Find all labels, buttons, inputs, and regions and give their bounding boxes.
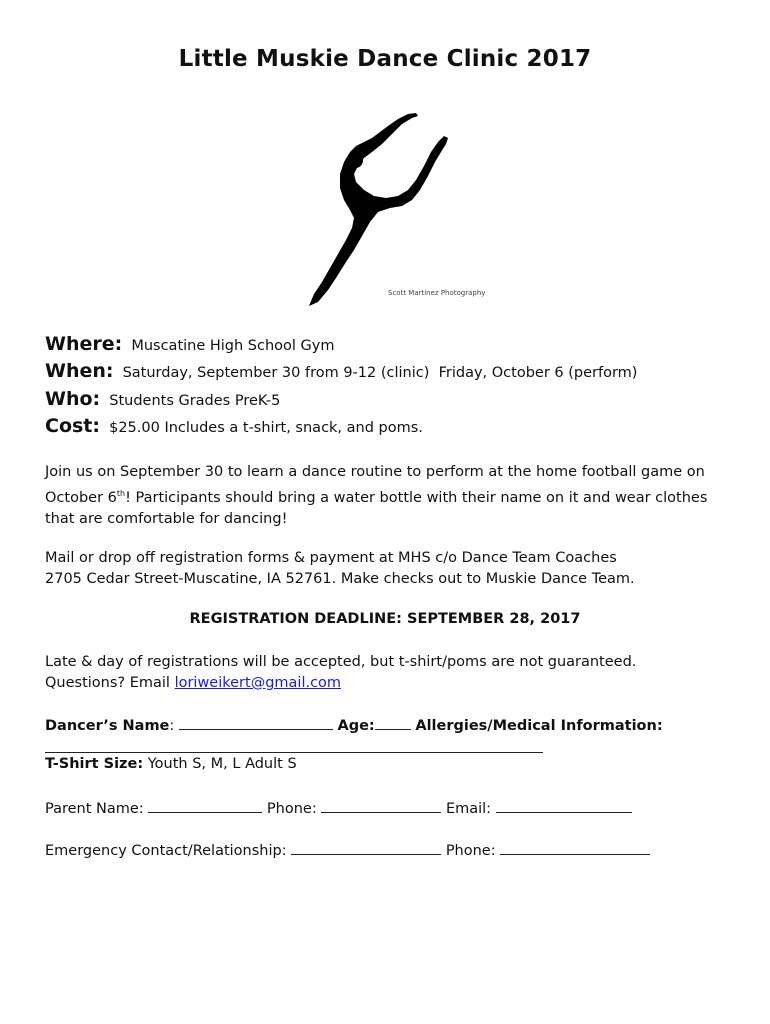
- questions-line: [45, 673, 735, 694]
- cost-label: Cost:: [45, 415, 100, 437]
- late-paragraph: [45, 652, 735, 694]
- allergies-label: Allergies/Medical Information:: [415, 718, 663, 734]
- parent-email-label: Email:: [445, 801, 492, 817]
- tshirt-size-label: T-Shirt Size:: [45, 756, 144, 772]
- who-label: Who:: [45, 388, 101, 410]
- dancer-head: [349, 152, 363, 168]
- join-text-superscript: th: [116, 489, 126, 498]
- when-line: [45, 360, 637, 382]
- page-title: Little Muskie Dance Clinic 2017: [178, 46, 592, 72]
- parent-name-label: Parent Name:: [45, 801, 144, 817]
- mail-line-2: 2705 Cedar Street-Muscatine, IA 52761. Make checks out to Muskie Dance Team.: [45, 571, 635, 587]
- dancer-info-row: [45, 715, 663, 734]
- cost-line: [45, 415, 423, 437]
- contact-email-link[interactable]: loriweikert@gmail.com: [174, 675, 342, 691]
- cost-value: $25.00 Includes a t-shirt, snack, and poms.: [109, 420, 423, 436]
- parent-email-field[interactable]: [496, 798, 632, 813]
- age-field[interactable]: [375, 715, 411, 730]
- parent-phone-field[interactable]: [321, 798, 441, 813]
- join-text-part1: Join us on September 30 to learn a dance routine to perform at the home football game on October 6: [45, 464, 705, 506]
- parent-phone-label: Phone:: [266, 801, 317, 817]
- dancer-name-field[interactable]: [179, 715, 333, 730]
- emergency-contact-label: Emergency Contact/Relationship:: [45, 843, 287, 859]
- emergency-row: [45, 840, 650, 859]
- parent-row: [45, 798, 632, 817]
- allergies-field-line[interactable]: [45, 752, 543, 753]
- dancer-name-colon: :: [169, 718, 175, 734]
- emergency-contact-field[interactable]: [291, 840, 441, 855]
- join-text-part2: ! Participants should bring a water bottle with their name on it and wear clothes that are comfortable for dancing!: [45, 489, 708, 527]
- who-value: Students Grades PreK-5: [109, 393, 281, 409]
- tshirt-row: [45, 756, 297, 772]
- where-label: Where:: [45, 333, 123, 355]
- questions-text: Questions? Email: [45, 675, 175, 691]
- mail-line-1: Mail or drop off registration forms & payment at MHS c/o Dance Team Coaches: [45, 550, 617, 566]
- registration-deadline: REGISTRATION DEADLINE: SEPTEMBER 28, 2017: [189, 611, 581, 627]
- where-value: Muscatine High School Gym: [131, 338, 335, 354]
- late-line: Late & day of registrations will be accepted, but t-shirt/poms are not guaranteed.: [45, 654, 637, 670]
- who-line: [45, 388, 280, 410]
- mail-paragraph: [45, 548, 735, 590]
- dancer-silhouette-image: [298, 110, 488, 310]
- when-label: When:: [45, 360, 114, 382]
- dancer-body: [309, 113, 448, 306]
- photo-credit: Scott Martinez Photography: [388, 289, 486, 297]
- when-value: Saturday, September 30 from 9-12 (clinic) Friday, October 6 (perform): [122, 365, 638, 381]
- emergency-phone-label: Phone:: [445, 843, 496, 859]
- emergency-phone-field[interactable]: [500, 840, 650, 855]
- dancer-name-label: Dancer’s Name: [45, 718, 170, 734]
- age-label: Age:: [337, 718, 375, 734]
- tshirt-size-options: Youth S, M, L Adult S: [143, 756, 297, 772]
- where-line: [45, 333, 335, 355]
- join-paragraph: [45, 462, 735, 530]
- parent-name-field[interactable]: [148, 798, 262, 813]
